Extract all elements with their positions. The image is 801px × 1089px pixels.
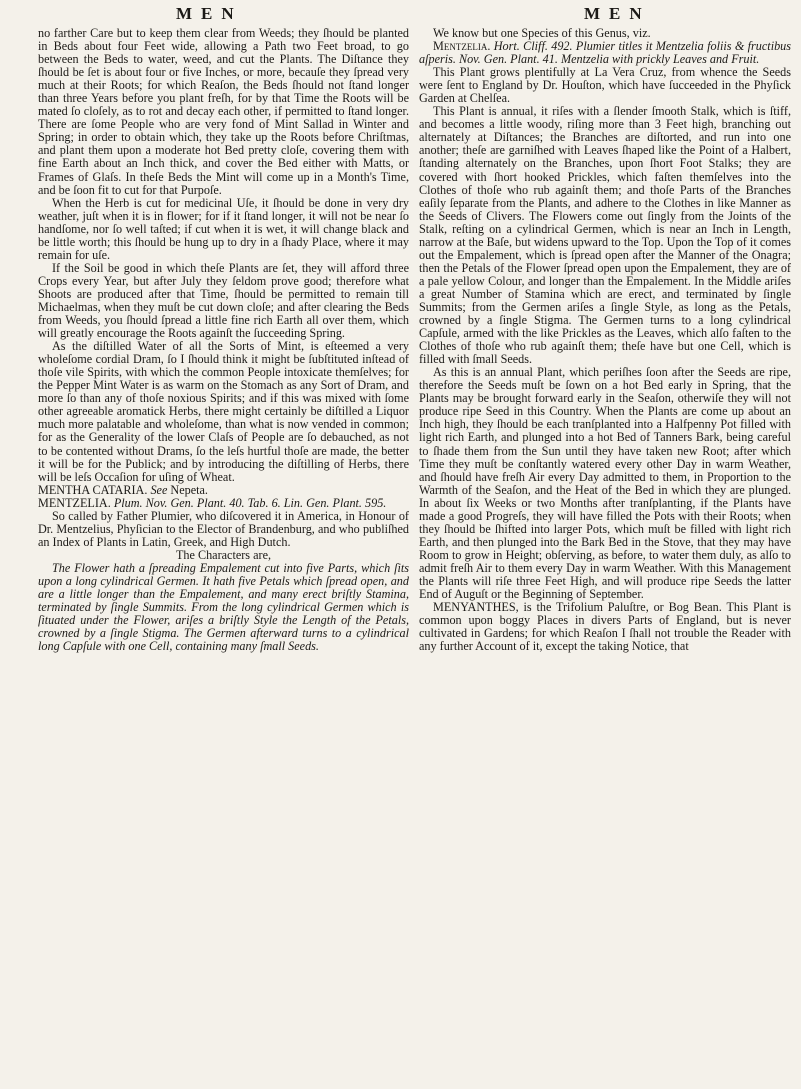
entry-mentzelia: [38, 497, 409, 510]
characters-intro: The Characters are,: [175, 547, 272, 562]
paragraph: So called by Father Plumier, who diſcovered it in America, in Honour of Dr. Mentzelius, Phyſician to the Elector of Brandenburg, and who publiſhed an Index of Plants in Latin, Greek, and High Dutch.: [38, 508, 409, 549]
see-word: See: [150, 482, 168, 497]
characters-description: The Flower hath a ſpreading Empalement cut into five Parts, which ſits upon a long cylindrical Germen. It hath five Petals which ſpread open, and are a little longer than the Empalement, and many erect briſtly Stamina, terminated by ſingle Summits. From the long cylindrical Germen which is ſituated under the Flower, ariſes a briſtly Style the Length of the Petals, crowned by a ſingle Stigma. The Germen afterward turns to a cylindrical long Capſule with one Cell, containing many ſmall Seeds.: [38, 560, 409, 654]
entry-reference: Plum. Nov. Gen. Plant. 40. Tab. 6. Lin. Gen. Plant. 595.: [113, 495, 387, 510]
running-head-left: MEN: [176, 4, 243, 23]
entry-headword: MENTZELIA.: [38, 495, 111, 510]
species-text: Hort. Cliff. 492. Plumier titles it Mentzelia foliis & fructibus aſperis. Nov. Gen. Plant. 41. Mentzelia with prickly Leaves and Fruit.: [419, 39, 791, 67]
entry-headword: MENTHA CATARIA.: [38, 482, 148, 497]
paragraph: As the diſtilled Water of all the Sorts of Mint, is eſteemed a very wholeſome cordial Dram, ſo I ſhould think it might be ſubſtituted inſtead of thoſe vile Spirits, with which the common People intoxicate themſelves; for the Pepper Mint Water is as warm on the Stomach as any Sort of Dram, and more ſo than any of thoſe noxious Spirits; and if this was mixed with ſome other agreeable aromatick Herbs, there might certainly be diſtilled a Liquor much more palatable and wholeſome, than what is now vended in common; for as the Generality of the lower Claſs of People are ſo debauched, as not to be contented without Drams, ſo the leſs hurtful thoſe are made, the better it will be for the Publick; and by introducing the diſtilling of Herbs, there will be leſs Occaſion for uſing of Wheat.: [38, 339, 409, 484]
paragraph: no farther Care but to keep them clear from Weeds; they ſhould be planted in Beds about four Feet wide, allowing a Path two Feet broad, to go between the Beds to water, weed, and cut the Plants. The Diſtance they ſhould be ſet is about four or five Inches, or more, becauſe they ſpread very much at their Roots; for which Reaſon, the Beds ſhould not ſtand longer than three Years before you plant freſh, for by that Time the Roots will be mated ſo cloſely, as to rot and decay each other, if permitted to ſtand longer. There are ſome People who are very fond of Mint Sallad in Winter and Spring; in order to obtain which, they take up the Roots before Chriſtmas, and plant them upon a moderate hot Bed pretty cloſe, covering them with fine Earth about an Inch thick, and cover the Bed either with Matts, or Frames of Glaſs. In theſe Beds the Mint will come up in a Month's Time, and be ſoon fit to cut for that Purpoſe.: [38, 27, 409, 197]
see-target: Nepeta.: [170, 482, 208, 497]
paragraph: When the Herb is cut for medicinal Uſe, it ſhould be done in very dry weather, juſt when it is in flower; for if it ſtand longer, it will not be near ſo handſome, nor ſo well taſted; if cut when it is wet, it will change black and be little worth; this ſhould be hung up to dry in a ſhady Place, where it may remain for uſe.: [38, 195, 409, 262]
paragraph: MENYANTHES, is the Trifolium Paluſtre, or Bog Bean. This Plant is common upon boggy Places in divers Parts of England, but is never cultivated in Gardens; for which Reaſon I ſhall not trouble the Reader with any further Account of it, except the taking Notice, that: [419, 600, 791, 654]
left-column: [38, 27, 409, 1085]
paragraph: This Plant grows plentifully at La Vera Cruz, from whence the Seeds were ſent to England by Dr. Houſton, which have ſucceeded in the Phyſick Garden at Chelſea.: [419, 65, 791, 106]
species-entry: [419, 40, 791, 66]
paragraph: As this is an annual Plant, which periſhes ſoon after the Seeds are ripe, therefore the Seeds muſt be ſown on a hot Bed early in Spring, that the Plants may be brought forward early in the Seaſon, otherwiſe they will not produce ripe Seed in this Country. When the Plants are come up about an Inch high, they ſhould be each tranſplanted into a Halfpenny Pot filled with light rich Earth, and plunged into a hot Bed of Tanners Bark, being careful to ſhade them from the Sun until they have taken new Root; after which Time they muſt be conſtantly watered every other Day in warm Weather, and ſhould have freſh Air every Day admitted to them, in Proportion to the Warmth of the Seaſon, and the Heat of the Bed in which they are plunged. In about ſix Weeks or two Months after tranſplanting, if the Plants have made a good Progreſs, they will have filled the Pots with their Roots; when they ſhould be ſhifted into larger Pots, which muſt be filled with light rich Earth, and then plunged into the Bark Bed in the Stove, that they may have Room to grow in Height; obſerving, as before, to water them duly, as alſo to admit freſh Air to them every Day in warm Weather. With this Management the Plants will riſe three Feet High, and will produce ripe Seeds the latter End of Auguſt or the Beginning of September.: [419, 365, 791, 602]
running-head-right: MEN: [584, 4, 651, 23]
paragraph: If the Soil be good in which theſe Plants are ſet, they will afford three Crops every Year, but after July they ſeldom prove good; therefore what Shoots are produced after that Time, ſhould be permitted to remain till Michaelmas, when they muſt be cut down cloſe; and after clearing the Beds from Weeds, you ſhould ſpread a little fine rich Earth all over them, which will greatly encourage the Roots againſt the ſucceeding Spring.: [38, 260, 409, 341]
paragraph: We know but one Species of this Genus, viz.: [433, 27, 651, 40]
species-headword: Mentzelia.: [433, 39, 491, 54]
right-column: [419, 27, 791, 1085]
paragraph: This Plant is annual, it riſes with a ſlender ſmooth Stalk, which is ſtiff, and becomes a little woody, riſing more than 3 Feet high, branching out alternately at Diſtances; the Branches are diſtorted, and run into one another; theſe are garniſhed with Leaves ſhaped like the Point of a Halbert, ſtanding alternately on the Branches, upon ſhort Foot Stalks; they are covered with ſhort hooked Prickles, which faſten themſelves into the Clothes of thoſe who rub againſt them; and thoſe Parts of the Branches eaſily ſeparate from the Plants, and adhere to the Clothes in like Manner as the Seeds of Clivers. The Flowers come out ſingly from the Joints of the Stalk, reſting on a cylindrical Germen, which is near an Inch in Length, narrow at the Baſe, but widens upward to the Top. Upon the Top of it comes out the Empalement, which is ſpread open after the Manner of the Onagra; then the Petals of the Flower ſpread open upon the Empalement, they are of a pale yellow Colour, and longer than the Empalement. In the Middle ariſes a great Number of Stamina which are erect, and terminated by ſingle Summits; from the Germen ariſes a ſingle Style, as long as the Petals, crowned by a ſingle Stigma. The Germen turns to a long cylindrical Capſule, armed with the like Prickles as the Leaves, which alſo faſten to the Clothes of thoſe who rub againſt them; theſe have but one Cell, which is filled with ſmall Seeds.: [419, 104, 791, 367]
